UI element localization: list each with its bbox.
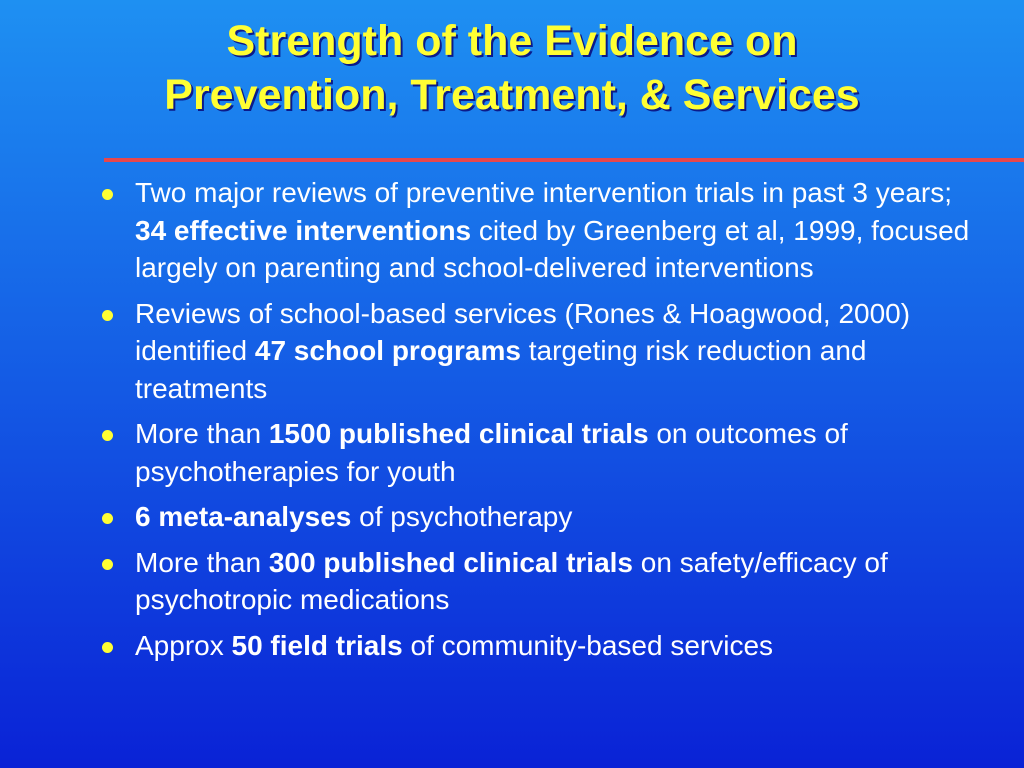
bullet-text-bold: 300 published clinical trials — [268, 546, 633, 578]
bullet-dot-icon — [102, 559, 113, 570]
bullet-text-before: Approx — [135, 629, 232, 661]
bullet-item-4 — [98, 498, 978, 536]
bullet-dot-icon — [102, 310, 113, 321]
bullet-text-after: on safety/efficacy of psychotropic medications — [135, 546, 888, 615]
bullet-text-bold: 50 field trials — [231, 629, 403, 661]
bullet-text-before: More than — [135, 546, 269, 578]
title-line-1: Strength of the Evidence on — [226, 17, 798, 65]
slide-title — [0, 14, 1024, 122]
bullet-item-2 — [98, 295, 978, 408]
bullet-dot-icon — [102, 642, 113, 653]
bullet-item-6 — [98, 627, 978, 665]
bullet-text-after: of community-based services — [402, 629, 774, 661]
title-divider — [104, 158, 1024, 162]
bullet-text-bold: 6 meta-analyses — [135, 501, 352, 532]
bullet-list — [98, 174, 978, 672]
bullet-text-before: Two major reviews of preventive intervention trials in past 3 years; — [135, 177, 953, 208]
bullet-text-before: Reviews of school-based services (Rones & Hoagwood, 2000) identified — [135, 297, 911, 366]
bullet-item-1 — [98, 174, 978, 287]
bullet-text-bold: 47 school programs — [254, 335, 521, 366]
bullet-text-bold: 34 effective interventions — [135, 214, 472, 246]
bullet-text-after: cited by Greenberg et al, 1999, focused largely on parenting and school-delivered interventions — [135, 214, 970, 283]
bullet-item-5 — [98, 544, 978, 619]
bullet-text-after: on outcomes of psychotherapies for youth — [135, 418, 848, 487]
title-line-2: Prevention, Treatment, & Services — [164, 71, 860, 119]
bullet-dot-icon — [102, 430, 113, 441]
bullet-dot-icon — [102, 513, 113, 524]
bullet-item-3 — [98, 415, 978, 490]
bullet-text-bold: 1500 published clinical trials — [268, 418, 649, 449]
bullet-text-after: targeting risk reduction and treatments — [135, 335, 867, 404]
bullet-dot-icon — [102, 189, 113, 200]
bullet-text-before: More than — [135, 418, 269, 449]
bullet-text-after: of psychotherapy — [351, 501, 573, 532]
